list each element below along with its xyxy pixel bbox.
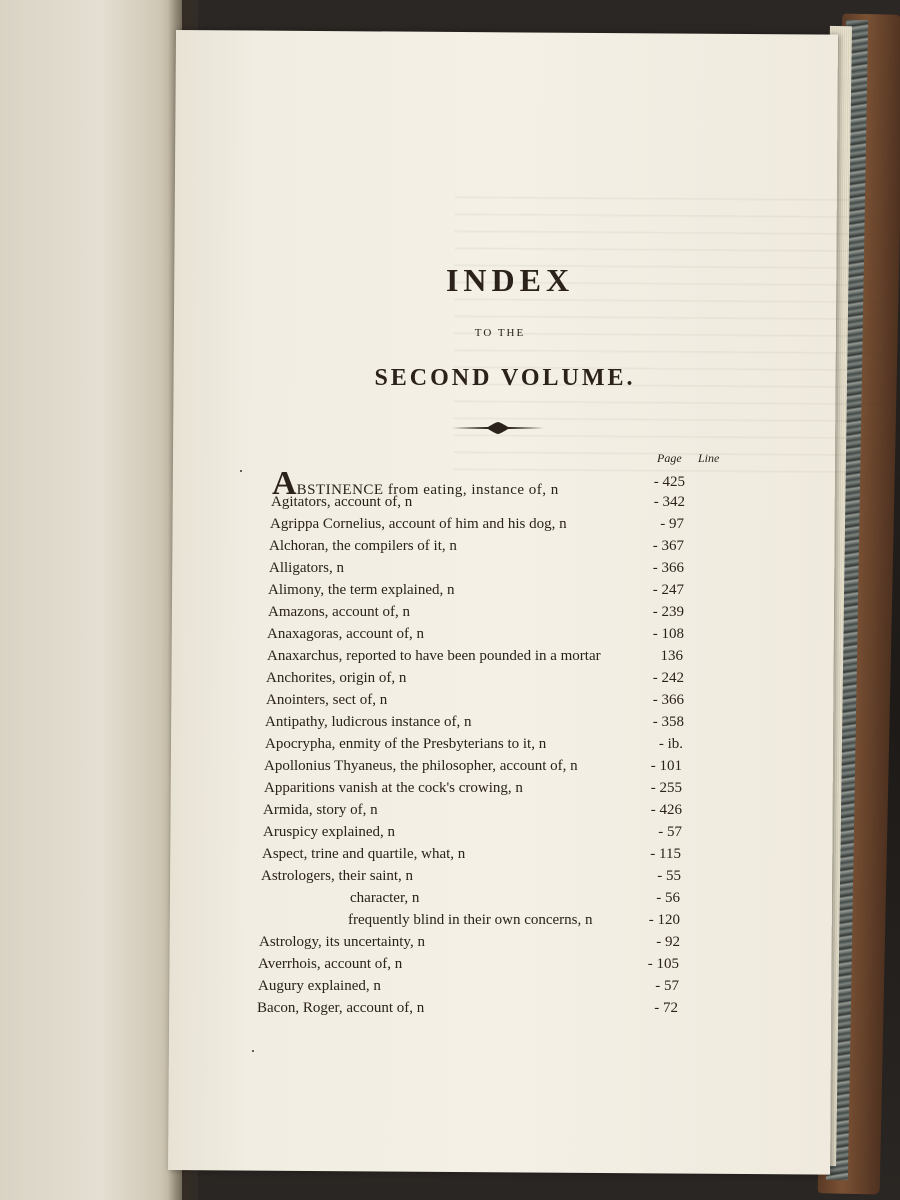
index-entry [0,538,900,558]
index-entry-term: Aspect, trine and quartile, what, n [262,846,466,862]
index-entry [0,758,900,778]
index-entry-page: - 367 [652,538,684,554]
index-entry-term: Anaxagoras, account of, n [267,626,425,642]
paper-speck [252,1050,254,1052]
index-entry-term: Astrologers, their saint, n [261,868,414,884]
index-entry [0,560,900,580]
index-entry-page: - 342 [653,494,685,510]
index-entry-term: Antipathy, ludicrous instance of, n [265,714,472,730]
index-entry [0,978,900,998]
index-entry [0,1000,900,1020]
index-entry-term: Apollonius Thyaneus, the philosopher, account of, n [264,758,578,774]
index-entry-page: - 358 [652,714,684,730]
index-entry [0,626,900,646]
index-entry-term: Anointers, sect of, n [266,692,388,708]
index-entry [0,802,900,822]
index-entry-page: - 239 [652,604,684,620]
drop-cap: A [272,465,297,502]
index-entry [0,912,900,932]
index-entry-page: - 366 [652,692,684,708]
index-entry-term: Armida, story of, n [263,802,378,818]
index-entry [0,890,900,910]
index-entry [0,824,900,844]
index-entry-page: - 72 [654,1000,678,1016]
index-entry [0,582,900,602]
index-entry-page: - 101 [650,758,682,774]
index-entry-page: - 105 [647,956,679,972]
index-entry-term: Amazons, account of, n [268,604,411,620]
index-entry [0,868,900,888]
index-entry-term: Augury explained, n [258,978,381,994]
index-entry-term: Apparitions vanish at the cock's crowing, n [264,780,523,796]
index-title: INDEX [445,262,575,298]
index-entry-term: Anaxarchus, reported to have been pounded in a mortar [267,648,601,664]
index-entry-term: Agrippa Cornelius, account of him and his dog, n [270,516,567,532]
index-entry [0,846,900,866]
index-entry [0,956,900,976]
volume-heading: SECOND VOLUME. [374,365,636,391]
index-entry-page: - 247 [652,582,684,598]
index-entry-page: - 57 [655,978,679,994]
index-subtitle: TO THE [474,327,526,339]
index-entry [0,604,900,624]
index-entry-page: - 56 [656,890,680,906]
index-entry-term: Apocrypha, enmity of the Presbyterians to it, n [265,736,547,752]
index-entry [0,692,900,712]
line-column-header: Line [698,451,720,465]
index-entry-term: Alimony, the term explained, n [268,582,455,598]
index-entry-page: - 55 [657,868,681,884]
index-entry [0,670,900,690]
index-entry-term: Averrhois, account of, n [258,956,403,972]
index-entry-page: - 366 [652,560,684,576]
index-entry [0,494,900,514]
index-entry-term: frequently blind in their own concerns, n [348,912,593,928]
index-entry [0,714,900,734]
index-entry-term: Bacon, Roger, account of, n [257,1000,425,1016]
index-entry [0,648,900,668]
index-entry-page: - 92 [656,934,680,950]
index-entry-term: Alligators, n [269,560,344,576]
index-entry-term: Anchorites, origin of, n [266,670,407,686]
index-entry-page: - 108 [652,626,684,642]
index-entry-page: - ib. [658,736,683,752]
index-entry-page: - 115 [650,846,681,862]
index-entry-page: 136 [660,648,683,664]
paper-speck [240,470,242,472]
index-entry-term: character, n [350,890,420,906]
index-entry-page: - 255 [650,780,682,796]
index-entry-page: - 97 [660,516,684,532]
page-column-header: Page [657,451,682,465]
index-entry-page: - 57 [658,824,682,840]
index-entry-term: Aruspicy explained, n [263,824,396,840]
index-entry [0,736,900,756]
index-entry [0,516,900,536]
index-entry-term: Alchoran, the compilers of it, n [269,538,457,554]
index-entry-page: - 425 [653,474,685,490]
index-entry [0,780,900,800]
index-entry-page: - 426 [650,802,682,818]
index-entry [0,934,900,954]
index-entry-page: - 120 [648,912,680,928]
index-entry-term: Astrology, its uncertainty, n [259,934,425,950]
index-entry-page: - 242 [652,670,684,686]
index-entry-text: BSTINENCE from eating, instance of, n [296,482,559,498]
index-entry-term: Agitators, account of, n [271,494,413,510]
